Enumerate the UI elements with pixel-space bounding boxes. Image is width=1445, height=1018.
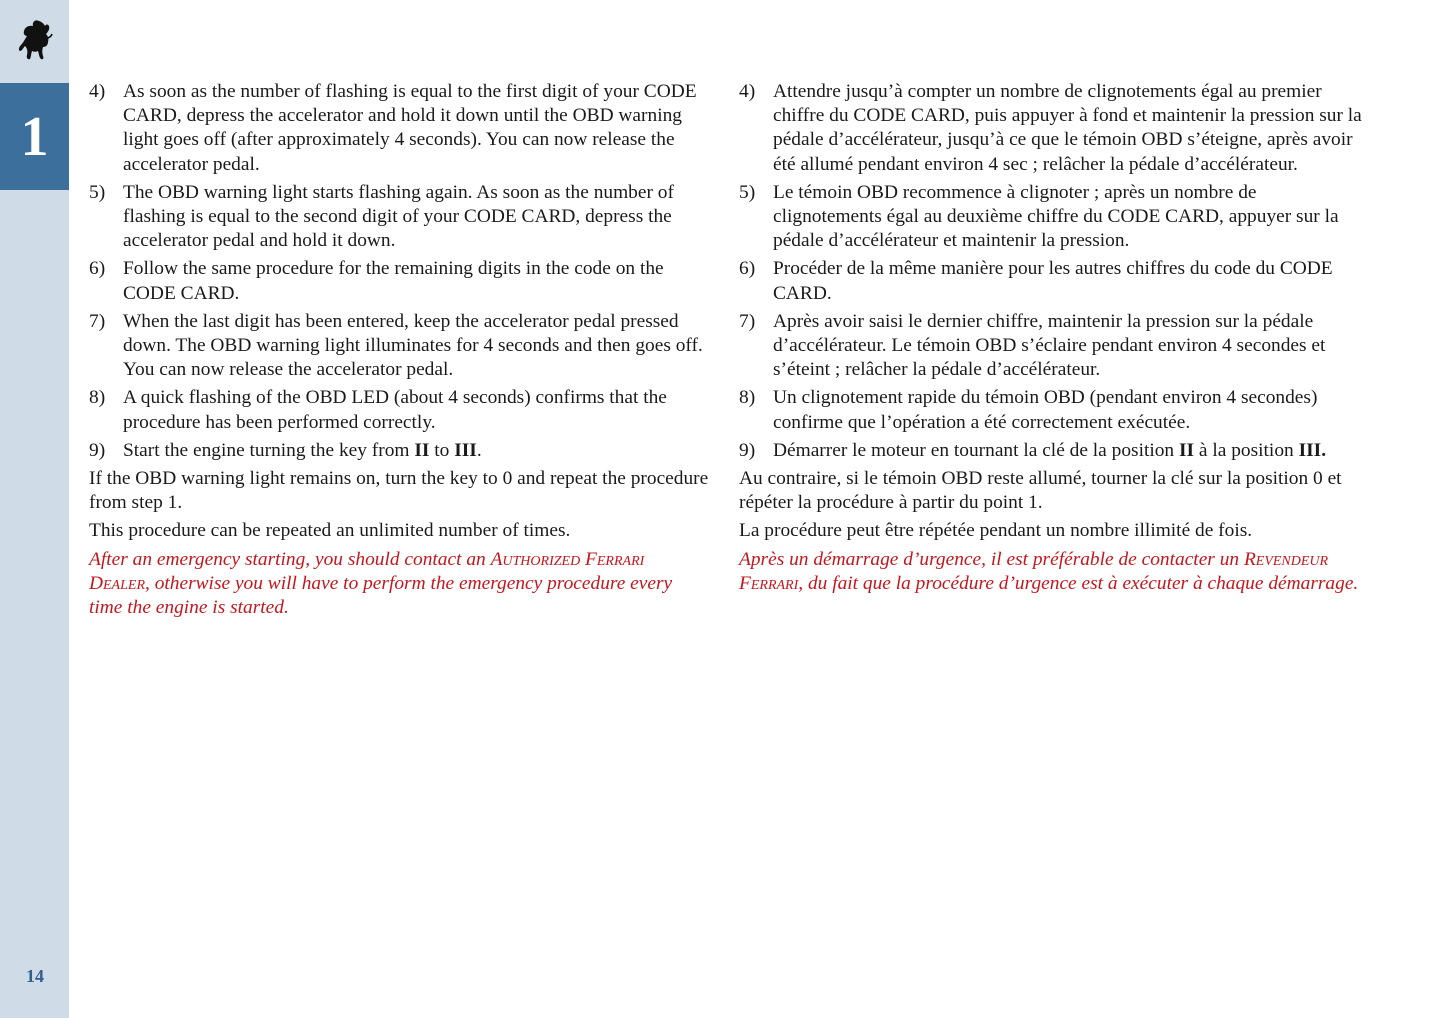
step-text: The OBD warning light starts flashing again. As soon as the number of flashing is equal to the second digit of your CODE CARD, depress the accelerator pedal and hold it down. <box>123 181 674 252</box>
step-text: A quick flashing of the OBD LED (about 4 seconds) confirms that the procedure has been performed correctly. <box>123 387 667 433</box>
dealer-name: Authorized Ferrari Dealer <box>89 548 645 594</box>
fr-dealer-note <box>739 548 1364 596</box>
step-text-mid: to <box>429 439 455 461</box>
en-step-8 <box>89 386 709 434</box>
en-step-9 <box>89 439 709 463</box>
en-dealer-note <box>89 548 709 621</box>
step-text: Le témoin OBD recommence à clignoter ; après un nombre de clignotements égal au deuxième chiffre du CODE CARD, appuyer sur la pédale d’accélérateur et maintenir la pression. <box>773 181 1339 252</box>
fr-step-4 <box>739 80 1364 177</box>
english-column <box>89 80 709 624</box>
en-step-5 <box>89 181 709 254</box>
step-number: 4) <box>89 81 106 102</box>
step-number: 7) <box>89 310 106 332</box>
en-step-7 <box>89 310 709 383</box>
fr-step-9 <box>739 439 1364 463</box>
step-text-end: . <box>476 439 482 461</box>
step-number: 5) <box>89 181 106 203</box>
note-text-end: , otherwise you will have to perform the emergency procedure every time the engine is started. <box>89 572 673 619</box>
step-text: Un clignotement rapide du témoin OBD (pendant environ 4 secondes) confirme que l’opération a été correctement exécutée. <box>773 387 1318 433</box>
key-position-to: III. <box>1298 439 1327 461</box>
note-text: After an emergency starting, you should contact an <box>89 548 491 570</box>
step-number: 6) <box>89 258 106 280</box>
step-number: 8) <box>89 387 106 409</box>
en-paragraph-repeat: If the OBD warning light remains on, turn the key to 0 and repeat the procedure from step 1. <box>89 468 709 514</box>
key-position-from: II <box>414 439 430 461</box>
step-text-mid: à la position <box>1194 439 1299 461</box>
french-column <box>739 80 1364 600</box>
step-text: Après avoir saisi le dernier chiffre, maintenir la pression sur la pédale d’accélérateur. Le témoin OBD s’éclaire pendant environ 4 secondes et s’éteint ; relâcher la pédale d’accélérateur. <box>773 310 1326 381</box>
en-paragraph-unlimited: This procedure can be repeated an unlimited number of times. <box>89 520 571 542</box>
step-text: Attendre jusqu’à compter un nombre de clignotements égal au premier chiffre du CODE CARD, puis appuyer à fond et maintenir la pression sur la pédale d’accélérateur, jusqu’à ce que le témoin OBD s’éteigne, après avoir été allumé pendant environ 4 sec ; relâcher la pédale d’accélérateur. <box>773 81 1362 175</box>
note-text: Après un démarrage d’urgence, il est préférable de contacter un <box>739 548 1244 570</box>
chapter-tab <box>0 83 69 190</box>
step-number: 6) <box>739 258 756 280</box>
ferrari-horse-logo <box>0 0 69 80</box>
fr-step-7 <box>739 310 1364 383</box>
prancing-horse-icon <box>15 17 55 63</box>
en-step-6 <box>89 257 709 305</box>
step-text: Démarrer le moteur en tournant la clé de la position <box>773 439 1179 461</box>
step-text: When the last digit has been entered, keep the accelerator pedal pressed down. The OBD warning light illuminates for 4 seconds and then goes off. You can now release the accelerator pedal. <box>123 310 703 381</box>
step-number: 5) <box>739 181 756 203</box>
step-text: Procéder de la même manière pour les autres chiffres du code du CODE CARD. <box>773 258 1333 304</box>
step-number: 4) <box>739 81 756 102</box>
step-text: Follow the same procedure for the remaining digits in the code on the CODE CARD. <box>123 258 664 304</box>
fr-step-8 <box>739 386 1364 434</box>
step-text: Start the engine turning the key from <box>123 439 415 461</box>
step-number: 8) <box>739 387 756 409</box>
fr-paragraph-unlimited: La procédure peut être répétée pendant un nombre illimité de fois. <box>739 520 1253 542</box>
page-number: 14 <box>26 966 44 986</box>
step-number: 7) <box>739 310 756 332</box>
step-number: 9) <box>89 439 106 461</box>
sidebar <box>0 0 69 1018</box>
fr-step-6 <box>739 257 1364 305</box>
fr-paragraph-repeat: Au contraire, si le témoin OBD reste allumé, tourner la clé sur la position 0 et répéter la procédure à partir du point 1. <box>739 468 1342 514</box>
note-text-end: , du fait que la procédure d’urgence est à exécuter à chaque démarrage. <box>798 572 1359 594</box>
fr-step-5 <box>739 181 1364 254</box>
key-position-from: II <box>1178 439 1195 461</box>
step-text: As soon as the number of flashing is equal to the first digit of your CODE CARD, depress the accelerator and hold it down until the OBD warning light goes off (after approximately 4 seconds). You can now release the accelerator pedal. <box>123 81 697 175</box>
key-position-to: III <box>454 439 477 461</box>
chapter-number: 1 <box>20 105 49 168</box>
en-step-4 <box>89 80 709 177</box>
dealer-name: Revendeur Ferrari <box>739 548 1329 594</box>
step-number: 9) <box>739 439 756 461</box>
